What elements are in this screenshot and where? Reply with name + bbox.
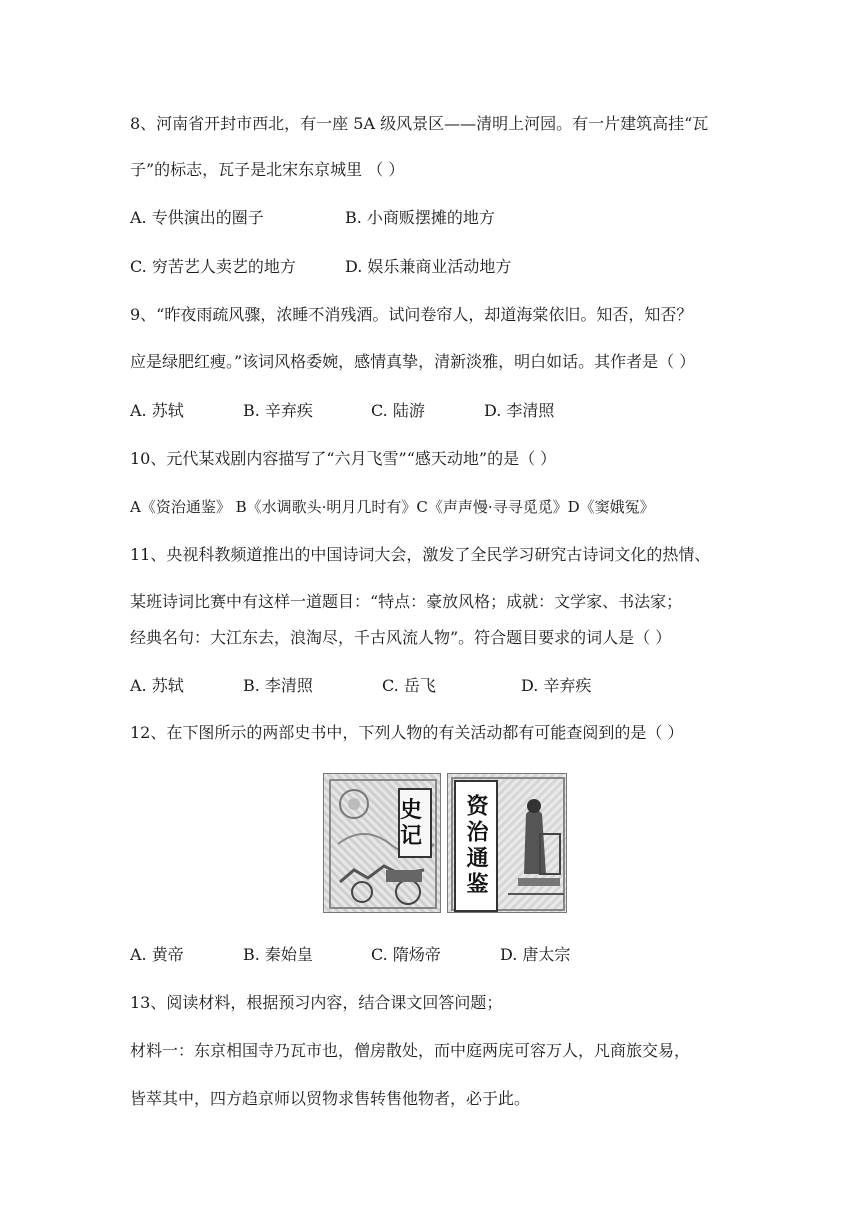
zizhitongjian-book-cover [447, 773, 567, 913]
q11-stem-line1: 11、央视科教频道推出的中国诗词大会，激发了全民学习研究古诗词文化的热情、 [130, 545, 711, 564]
q12-stem: 12、在下图所示的两部史书中，下列人物的有关活动都有可能查阅到的是（ ） [130, 723, 684, 742]
shiji-book-cover [323, 773, 441, 913]
q11-option-c: C. 岳飞 [382, 676, 436, 695]
q13-stem: 13、阅读材料，根据预习内容，结合课文回答问题； [130, 993, 503, 1012]
q8-stem-line2: 子”的标志，瓦子是北宋东京城里 （ ） [130, 160, 405, 179]
q8-options-row2 [130, 257, 511, 277]
history-books-image [323, 773, 567, 913]
q13-material-line2: 皆萃其中，四方趋京师以贸物求售转售他物者，必于此。 [130, 1089, 531, 1108]
q9-option-c: C. 陆游 [371, 401, 425, 420]
q12-option-c: C. 隋炀帝 [371, 945, 441, 964]
shiji-title: 史记 [398, 788, 432, 858]
q8-options-row1 [130, 208, 495, 228]
q8-option-b: B. 小商贩摆摊的地方 [345, 208, 495, 227]
q12-option-b: B. 秦始皇 [243, 945, 313, 964]
q11-option-b: B. 李清照 [243, 676, 313, 695]
q8-option-c: C. 穷苦艺人卖艺的地方 [130, 257, 296, 276]
q9-stem-line2: 应是绿肥红瘦。”该词风格委婉，感情真挚，清新淡雅，明白如话。其作者是（ ） [130, 352, 696, 371]
q9-option-b: B. 辛弃疾 [243, 401, 313, 420]
q9-stem-line1: 9、“昨夜雨疏风骤，浓睡不消残酒。试问卷帘人，却道海棠依旧。知否，知否？ [130, 305, 693, 324]
q9-option-d: D. 李清照 [484, 401, 555, 420]
q9-options [130, 401, 554, 421]
q8-option-d: D. 娱乐兼商业活动地方 [345, 257, 512, 276]
q10-stem: 10、元代某戏剧内容描写了“六月飞雪”“感天动地”的是（ ） [130, 449, 557, 468]
q11-options [130, 676, 591, 696]
q11-option-d: D. 辛弃疾 [521, 676, 592, 695]
q8-option-a: A. 专供演出的圈子 [130, 208, 264, 227]
q12-option-a: A. 黄帝 [130, 945, 184, 964]
q11-stem-line2: 某班诗词比赛中有这样一道题目：“特点：豪放风格；成就：文学家、书法家； [130, 592, 683, 611]
q12-option-d: D. 唐太宗 [500, 945, 571, 964]
q11-option-a: A. 苏轼 [130, 676, 184, 695]
q12-options [130, 945, 570, 965]
q13-material-line1: 材料一：东京相国寺乃瓦市也，僧房散处，而中庭两庑可容万人，凡商旅交易， [130, 1041, 691, 1060]
q9-option-a: A. 苏轼 [130, 401, 184, 420]
q10-options: A《资治通鉴》 B《水调歌头·明月几时有》C《声声慢·寻寻觅觅》D《窦娥冤》 [130, 498, 655, 516]
zizhitongjian-title: 资治通鉴 [454, 780, 498, 912]
q8-stem-line1: 8、河南省开封市西北，有一座 5A 级风景区——清明上河园。有一片建筑高挂“瓦 [130, 114, 709, 133]
q11-stem-line3: 经典名句：大江东去，浪淘尽，千古风流人物”。符合题目要求的词人是（ ） [130, 628, 672, 647]
